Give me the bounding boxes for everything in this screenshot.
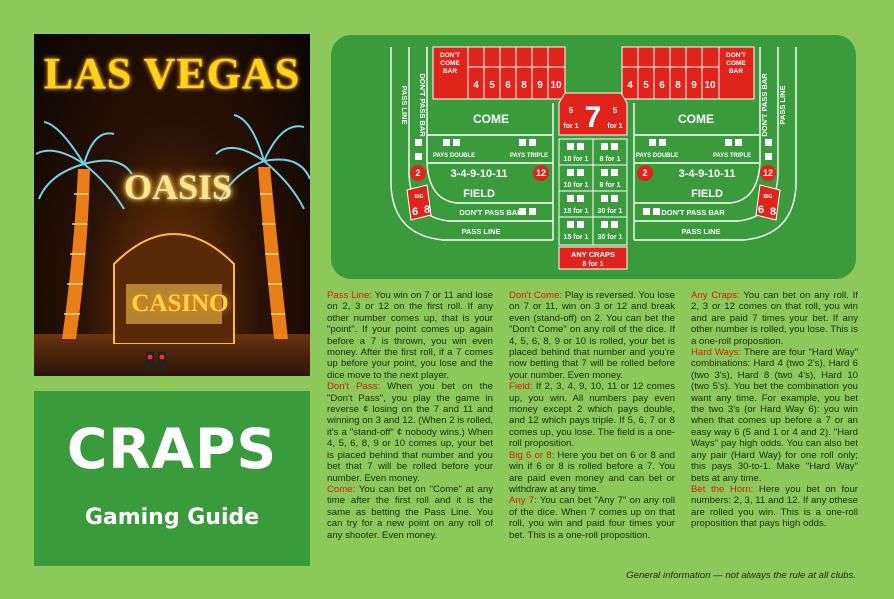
rule-text: You can bet "Any 7" on any roll of the dice. When 7 comes up on that roll, you win and paid four times your bet. This is a one-roll proposition. — [509, 495, 675, 541]
rule-term: Don't Come: — [509, 290, 563, 301]
rules-column-1 — [327, 290, 493, 541]
rule-text: There are four "Hard Way" combinations: Hard 4 (two 2's), Hard 6 (two 3's), Hard 8 (two 4's), Hard 10 (two 5's). You bet the combination you want any time. For example, you bet the two 3's (or Hard Way 6): you win when that comes up before a 7 or an easy way 6 (5 and 1 or 4 and 2). "Hard Ways" pay high odds. You can also bet any pair (Hard Way) for one roll only; this pays 30-to-1. Make "Hard Way" bets at any time. — [691, 347, 858, 484]
horn-two-odds[interactable]: 30 for 1 — [597, 234, 623, 241]
rule-term: Pass Line: — [327, 290, 372, 301]
rule-term: Bet the Horn: — [691, 483, 754, 495]
pays-triple-left: PAYS TRIPLE — [509, 153, 549, 159]
rule-text: Here you bet on four numbers: 2, 3, 11 and 12. If any othese are rolled you win. This is a one-roll proposition that pays high odds. — [691, 483, 858, 530]
rule-pass-line — [327, 290, 493, 381]
rules-column-2 — [509, 290, 675, 541]
any-craps-odds: 8 for 1 — [582, 261, 604, 268]
any-seven: 7 — [584, 101, 602, 134]
hard-ten-odds[interactable]: 8 for 1 — [599, 156, 621, 163]
rules-column-3 — [691, 290, 858, 530]
hard-eight-odds[interactable]: 10 for 1 — [563, 182, 589, 189]
horn-three-odds[interactable]: 15 for 1 — [563, 208, 589, 215]
field-numbers-right[interactable]: 3-4-9-10-11 — [678, 168, 736, 180]
any-seven-box[interactable] — [559, 93, 627, 135]
field-12-left[interactable]: 12 — [535, 168, 547, 178]
big-right-label: BIG — [763, 194, 773, 200]
field-2-right[interactable]: 2 — [642, 168, 648, 178]
place-9-left[interactable]: 9 — [537, 80, 543, 91]
big-6-8-left[interactable] — [407, 185, 431, 220]
field-label-right[interactable]: FIELD — [691, 188, 723, 200]
big-left-label: BIG — [414, 194, 424, 200]
rule-term: Don't Pass: — [327, 381, 381, 393]
rule-come — [327, 484, 493, 541]
horn-twelve-odds[interactable]: 30 for 1 — [597, 208, 623, 215]
big-6-8-right[interactable] — [756, 185, 780, 220]
casino-photo — [34, 34, 310, 376]
come-left[interactable]: COME — [473, 112, 509, 126]
rule-bet-the-horn — [691, 484, 858, 530]
rule-text: You can bet on any roll. If 2, 3 or 12 comes on that roll, you win and are paid 7 times your bet. If any other number is rolled, you lose. This is a one-roll proposition. — [691, 290, 858, 347]
dont-come-bar-left-l2: COME — [440, 60, 460, 67]
big-8-right: 8 — [769, 206, 777, 218]
seven-right-for: for 1 — [607, 123, 623, 130]
seven-left-odds: 5 — [568, 106, 574, 115]
rule-hard-ways — [691, 347, 858, 484]
place-9-right[interactable]: 9 — [691, 80, 697, 91]
hardways-grid — [559, 139, 627, 245]
rule-text: You win on 7 or 11 and lose on 2, 3 or 12 on the first roll. If any other number comes up, that is your "point". If your point comes up again before a 7 is thrown, you win even money. After the first roll, if a 7 comes up before your point, you lose and the dice move to the next player. — [327, 290, 493, 381]
rule-text: Play is reversed. You lose on 7 or 11, win on 3 or 12 and break even (stand-off) on 2. You can bet the "Don't Come" on any roll of the dice. If 4, 5, 6, 8, 9 or 10 is rolled, your bet is placed behind that number and you're now betting that 7 will be rolled before your number. Even money. — [509, 290, 675, 381]
rule-text: You can bet on "Come" at any time after the first roll and it is the same as betting the Pass Line. You can try for a new point on any roll of any shooter. Even money. — [327, 483, 493, 541]
rule-term: Hard Ways: — [691, 347, 742, 359]
oasis-sign: OASIS — [123, 167, 233, 207]
hard-four-odds[interactable]: 8 for 1 — [599, 182, 621, 189]
casino-entrance-icon — [104, 204, 244, 344]
dont-pass-bar-left[interactable]: DON'T PASS BAR — [459, 208, 523, 217]
rule-field — [509, 381, 675, 449]
place-8-left[interactable]: 8 — [521, 80, 527, 91]
any-craps-box[interactable] — [559, 247, 627, 269]
field-numbers-left[interactable]: 3-4-9-10-11 — [450, 168, 508, 180]
pass-line-right-vertical[interactable]: PASS LINE — [778, 85, 787, 125]
rule-text: When you bet on the "Don't Pass", you play the game in reverse ¢ losing on the 7 and 11 and winning on 3 and 12. (When 2 is rolled, it's a "stand-off" ¢ nobody wins.) When 4, 5, 6, 8, 9 or 10 comes up, your bet is placed behind that number and you bet that 7 will be rolled before your number. Even money. — [327, 381, 494, 484]
traffic-light-icon — [144, 350, 170, 372]
footnote: General information — not always the rule at all clubs. — [626, 570, 856, 581]
pass-line-left-vertical[interactable]: PASS LINE — [400, 85, 409, 125]
any-craps-label: ANY CRAPS — [570, 250, 616, 259]
pays-double-right: PAYS DOUBLE — [635, 153, 679, 159]
big-6-left: 6 — [411, 206, 419, 218]
place-10-right[interactable]: 10 — [704, 80, 716, 91]
rule-text: Here you bet on 6 or 8 and win if 6 or 8 is rolled before a 7. You are paid even money and can bet or withdraw at any time. — [509, 449, 675, 495]
dont-come-bar-right-l3: BAR — [728, 68, 744, 75]
rule-any-craps — [691, 290, 858, 347]
big-8-left: 8 — [423, 204, 431, 216]
seven-left-for: for 1 — [563, 123, 579, 130]
las-vegas-sign: LAS VEGAS — [43, 49, 301, 98]
seven-right-odds: 5 — [612, 106, 618, 115]
horn-eleven-odds[interactable]: 15 for 1 — [563, 234, 589, 241]
place-4-left[interactable]: 4 — [473, 80, 479, 91]
place-8-right[interactable]: 8 — [675, 80, 681, 91]
hard-six-odds[interactable]: 10 for 1 — [563, 156, 589, 163]
field-label-left[interactable]: FIELD — [463, 188, 495, 200]
casino-sign: CASINO — [131, 290, 229, 317]
cover-title-panel — [34, 391, 310, 566]
rule-any-7 — [509, 495, 675, 541]
dont-come-bar-right-l1: DON'T — [726, 52, 746, 59]
rule-term: Any Craps: — [691, 290, 740, 301]
cover-subtitle: Gaming Guide — [84, 505, 260, 530]
rule-term: Big 6 or 8: — [509, 449, 555, 461]
cover-title: CRAPS — [66, 417, 278, 481]
field-12-right[interactable]: 12 — [762, 168, 774, 178]
rule-term: Come: — [327, 483, 356, 495]
rule-dont-pass — [327, 381, 493, 484]
place-5-right[interactable]: 5 — [643, 80, 649, 91]
rule-big-6-8 — [509, 450, 675, 496]
pays-double-left: PAYS DOUBLE — [432, 153, 476, 159]
place-4-right[interactable]: 4 — [627, 80, 633, 91]
field-2-left[interactable]: 2 — [415, 168, 421, 178]
place-6-left[interactable]: 6 — [505, 80, 511, 91]
place-5-left[interactable]: 5 — [489, 80, 495, 91]
dont-come-bar-left-l1: DON'T — [440, 52, 460, 59]
pays-triple-right: PAYS TRIPLE — [712, 153, 752, 159]
pass-line-bottom-left[interactable]: PASS LINE — [461, 227, 501, 236]
dont-pass-bar-left-vertical[interactable]: DON'T PASS BAR — [418, 73, 427, 137]
place-6-right[interactable]: 6 — [659, 80, 665, 91]
dont-pass-bar-right[interactable]: DON'T PASS BAR — [661, 208, 725, 217]
come-right[interactable]: COME — [678, 112, 714, 126]
dont-come-bar-left-l3: BAR — [442, 68, 458, 75]
rule-text: If 2, 3, 4, 9, 10, 11 or 12 comes up, you win. All numbers pay even money except 2 which pays double, and 12 which pays triple. If 5, 6, 7 or 8 comes up, you lose. The field is a one-roll proposition. — [509, 381, 675, 450]
dont-pass-bar-right-vertical[interactable]: DON'T PASS BAR — [760, 73, 769, 137]
craps-table-layout — [331, 35, 856, 279]
pass-line-bottom-right[interactable]: PASS LINE — [681, 227, 721, 236]
rule-term: Any 7: — [509, 495, 537, 507]
big-6-right: 6 — [757, 204, 765, 216]
dont-come-bar-right-l2: COME — [726, 60, 746, 67]
rule-dont-come — [509, 290, 675, 381]
rule-term: Field: — [509, 381, 533, 393]
place-10-left[interactable]: 10 — [550, 80, 562, 91]
